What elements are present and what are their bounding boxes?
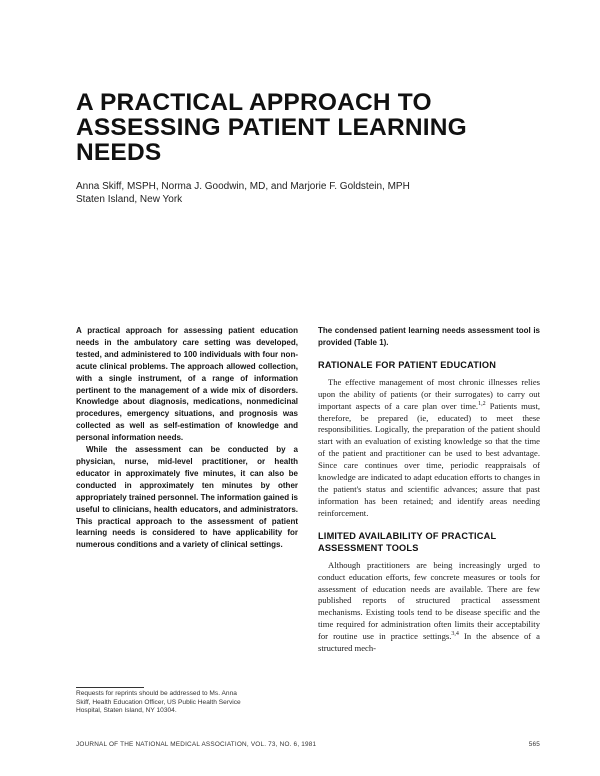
title-line-2: ASSESSING PATIENT LEARNING bbox=[76, 114, 467, 141]
page-number: 565 bbox=[528, 741, 540, 748]
body-column bbox=[318, 325, 540, 655]
rationale-reference: 1,2 bbox=[478, 400, 486, 407]
availability-text-1: Although practitioners are being increasingly urged to conduct education efforts, few concrete measures or tools for assessment of education needs are available. There are few published reports of structured practical assessment mechanisms. Existing tools tend to be disease specific and the time required for administration often limits their acceptability for routine use in practice settings. bbox=[318, 559, 540, 642]
availability-heading-line-1: LIMITED AVAILABILITY OF PRACTICAL bbox=[318, 530, 497, 541]
rationale-text-2: Patients must, therefore, be prepared (ie, educated) to meet these responsibilities. Logically, the preparation of the patient should start with an evaluation of existing knowledge so that the time of the patient and practitioner can be used to best advantage. Since care continues over time, periodic reappraisals of knowledge are indicated to adapt education efforts to changes in the patient's status and scientific advances; assure that past information has been retained; and identify areas needing reinforcement. bbox=[318, 400, 540, 518]
section-body-availability bbox=[318, 560, 540, 655]
author-names: Anna Skiff, MSPH, Norma J. Goodwin, MD, and Marjorie F. Goldstein, MPH bbox=[76, 181, 410, 192]
abstract-paragraph-2: While the assessment can be conducted by a physician, nurse, mid-level practitioner, or health educator in approximately five minutes, it can also be conducted in approximately ten minutes by other appropriately trained personnel. The information gained is useful to clinicians, health educators, and administrators. This practical approach to the assessment of patient learning needs is considered to have applicability for numerous conditions and a variety of clinical settings. bbox=[76, 445, 298, 550]
section-heading-rationale: RATIONALE FOR PATIENT EDUCATION bbox=[318, 359, 497, 370]
journal-citation: JOURNAL OF THE NATIONAL MEDICAL ASSOCIATION, VOL. 73, NO. 6, 1981 bbox=[76, 741, 317, 748]
abstract-column bbox=[76, 325, 298, 551]
availability-heading-line-2: ASSESSMENT TOOLS bbox=[318, 542, 419, 553]
author-location: Staten Island, New York bbox=[76, 194, 183, 205]
footnote-divider bbox=[76, 687, 144, 688]
section-body-rationale bbox=[318, 377, 540, 520]
abstract-paragraph-1: A practical approach for assessing patient education needs in the ambulatory care setting was developed, tested, and administered to 100 individuals with four non-acute clinical problems. The approach allowed collection, with a single instrument, of a range of information pertinent to the management of a wide mix of disorders. Knowledge about diagnosis, medications, nonmedicinal procedures, emergency situations, and prognosis was collected as well as self-estimation of knowledge and personal information needs. bbox=[76, 326, 298, 443]
article-title bbox=[76, 90, 546, 165]
reprint-footnote bbox=[76, 690, 306, 716]
author-block bbox=[76, 180, 546, 206]
title-line-1: A PRACTICAL APPROACH TO bbox=[76, 89, 432, 116]
availability-text-2: In the absence of a structured mech- bbox=[318, 631, 540, 654]
footnote-line-1: Requests for reprints should be addressed to Ms. Anna bbox=[76, 690, 237, 697]
footnote-line-3: Hospital, Staten Island, NY 10304. bbox=[76, 707, 177, 715]
section-heading-availability bbox=[318, 530, 540, 554]
availability-reference: 3,4 bbox=[451, 631, 459, 638]
abstract-paragraph-3: The condensed patient learning needs assessment tool is provided (Table 1). bbox=[318, 326, 540, 347]
title-line-3: NEEDS bbox=[76, 139, 162, 166]
footnote-line-2: Skiff, Health Education Officer, US Public Health Service bbox=[76, 698, 241, 706]
rationale-text-1: The effective management of most chronic illnesses relies upon the ability of patients (or their surrogates) to carry out important aspects of a care plan over time. bbox=[318, 376, 540, 411]
